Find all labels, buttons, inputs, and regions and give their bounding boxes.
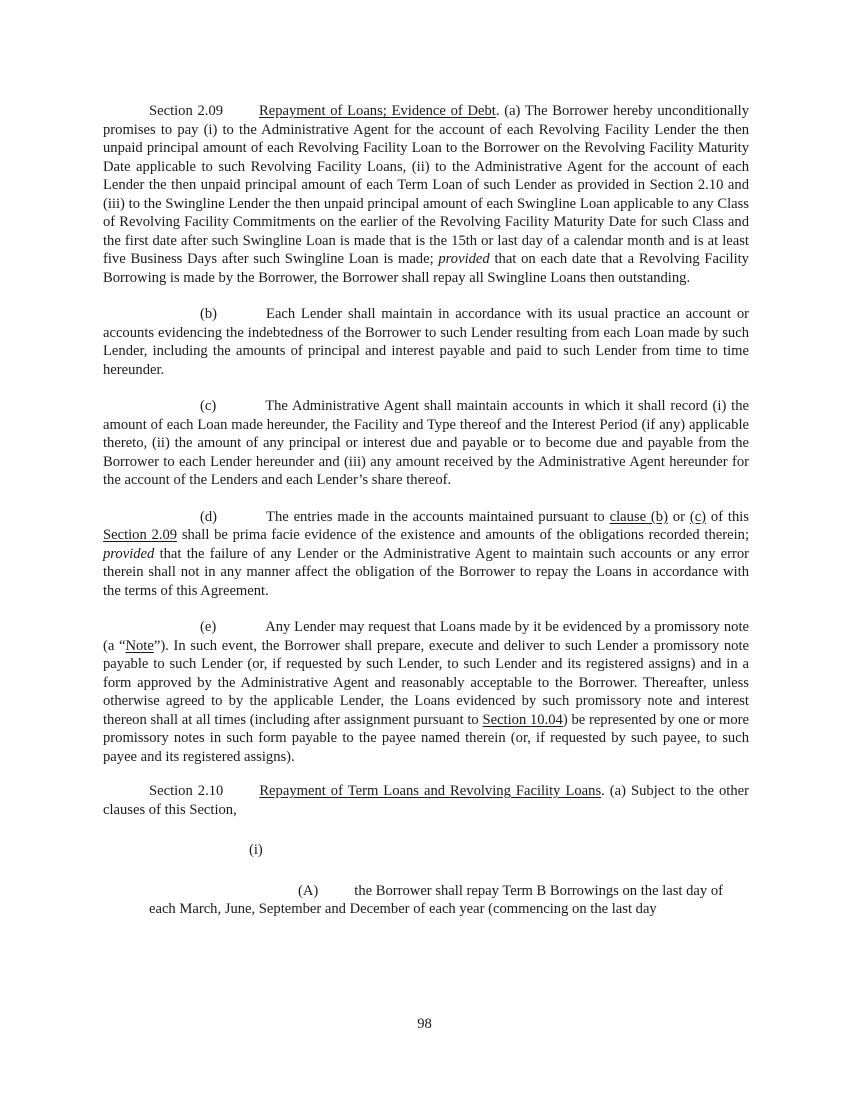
proviso-term: provided <box>103 545 155 562</box>
cross-reference: Section 2.09 <box>103 527 178 543</box>
clause-text: ) be represented by one or more promissory notes in such form payable to the payee named therein (or, if requested by such payee, to such payee and its registered assigns). <box>103 711 749 765</box>
section-number: Section 2.09 <box>149 103 224 119</box>
document-page <box>103 102 749 919</box>
section-2-10-item-A <box>103 882 749 919</box>
clause-marker: (b) <box>200 306 218 322</box>
clause-marker: (d) <box>200 508 218 525</box>
clause-text: Any Lender may request that Loans made by it be evidenced by a promissory note (a “ <box>103 619 749 654</box>
clause-text: or <box>672 508 685 525</box>
section-2-09-paragraph-a: Section 2.09 Repayment of Loans; Evidence of Debt. (a) The Borrower hereby unconditionally promises to pay (i) to the Administrative Agent for the account of each Revolving Facility Lender the then unpaid principal amount of each Revolving Facility Loan to the Borrower on the Revolving Facility Maturity Date applicable to such Revolving Facility Loans, (ii) to the Administrative Agent for the account of each Lender the then unpaid principal amount of each Term Loan of such Lender as provided in Section 2.10 and (iii) to the Swingline Lender the then unpaid principal amount of each Swingline Loan applicable to any Class of Revolving Facility Commitments on the earlier of the Revolving Facility Maturity Date for such Class and the first date after such Swingline Loan is made that is the 15th or last day of a calendar month and is at least five Business Days after such Swingline Loan is made; provided that on each date that a Revolving Facility Borrowing is made by the Borrower, the Borrower shall repay all Swingline Loans then outstanding. <box>103 103 749 286</box>
clause-text: the Borrower shall repay Term B Borrowings on the last day of each March, June, September and December of each year (commencing on the last day <box>149 882 724 917</box>
clause-text: shall be prima facie evidence of the existence and amounts of the obligations recorded therein; <box>181 527 750 543</box>
clause-text: . (a) Subject to the other clauses of this Section, <box>103 783 749 818</box>
clause-marker: (e) <box>200 619 217 635</box>
section-2-09-paragraph-e <box>103 618 749 766</box>
proviso-term: provided <box>438 251 490 267</box>
cross-reference: clause (b) <box>609 508 668 525</box>
clause-marker: (c) <box>200 398 217 414</box>
section-number: Section 2.10 <box>149 783 224 799</box>
clause-marker: (i) <box>249 842 263 858</box>
clause-text: ”). In such event, the Borrower shall prepare, execute and deliver to such Lender a promissory note payable to such Lender (or, if requested by such Lender, to such Lender and its registered assigns) and in a form approved by the Administrative Agent and reasonably acceptable to the Borrower. Thereafter, unless otherwise agreed to by the applicable Lender, the Loans evidenced by such promissory note and interest thereon shall at all times (including after assignment pursuant to <box>103 637 749 728</box>
section-2-09-paragraph-c <box>103 397 749 490</box>
clause-marker: (a) <box>504 103 521 119</box>
page-number: 98 <box>417 1016 432 1032</box>
clause-text: that the failure of any Lender or the Administrative Agent to maintain such accounts or any error therein shall not in any manner affect the obligation of the Borrower to repay the Loans in accordance with the terms of this Agreement. <box>103 545 749 599</box>
clause-text: Each Lender shall maintain in accordance with its usual practice an account or accounts evidencing the indebtedness of the Borrower to such Lender resulting from each Loan made by such Lender, including the amounts of principal and interest payable and paid to such Lender from time to time hereunder. <box>103 306 749 378</box>
section-2-10-item-i <box>103 841 749 860</box>
clause-text: that on each date that a Revolving Facility Borrowing is made by the Borrower, the Borrower shall repay all Swingline Loans then outstanding. <box>103 251 749 286</box>
clause-marker: (A) <box>298 882 319 899</box>
clause-text: of this <box>710 508 749 525</box>
section-2-10-paragraph-a <box>103 782 749 819</box>
clause-text: The entries made in the accounts maintained pursuant to <box>266 508 605 525</box>
section-2-09-paragraph-d <box>103 508 749 601</box>
cross-reference: Section 10.04 <box>482 711 563 728</box>
defined-term: Note <box>125 637 154 654</box>
section-heading: Repayment of Term Loans and Revolving Facility Loans <box>259 783 602 799</box>
clause-text: The Administrative Agent shall maintain accounts in which it shall record (i) the amount of each Loan made hereunder, the Facility and Type thereof and the Interest Period (if any) applicable thereto, (ii) the amount of any principal or interest due and payable or to become due and payable from the Borrower to each Lender hereunder and (iii) any amount received by the Administrative Agent hereunder for the account of the Lenders and each Lender’s share thereof. <box>103 398 749 488</box>
clause-text: The Borrower hereby unconditionally promises to pay (i) to the Administrative Agent for the account of each Revolving Facility Lender the then unpaid principal amount of each Revolving Facility Loan to the Borrower on the Revolving Facility Maturity Date applicable to such Revolving Facility Loans, (ii) to the Administrative Agent for the account of each Lender the then unpaid principal amount of each Term Loan of such Lender as provided in Section 2.10 and (iii) to the Swingline Lender the then unpaid principal amount of each Swingline Loan applicable to any Class of Revolving Facility Commitments on the earlier of the Revolving Facility Maturity Date for such Class and the first date after such Swingline Loan is made that is the 15th or last day of a calendar month and is at least five Business Days after such Swingline Loan is made; <box>103 103 749 267</box>
section-2-09-paragraph-b <box>103 305 749 379</box>
cross-reference: (c) <box>689 508 707 525</box>
section-heading: Repayment of Loans; Evidence of Debt <box>259 103 496 119</box>
